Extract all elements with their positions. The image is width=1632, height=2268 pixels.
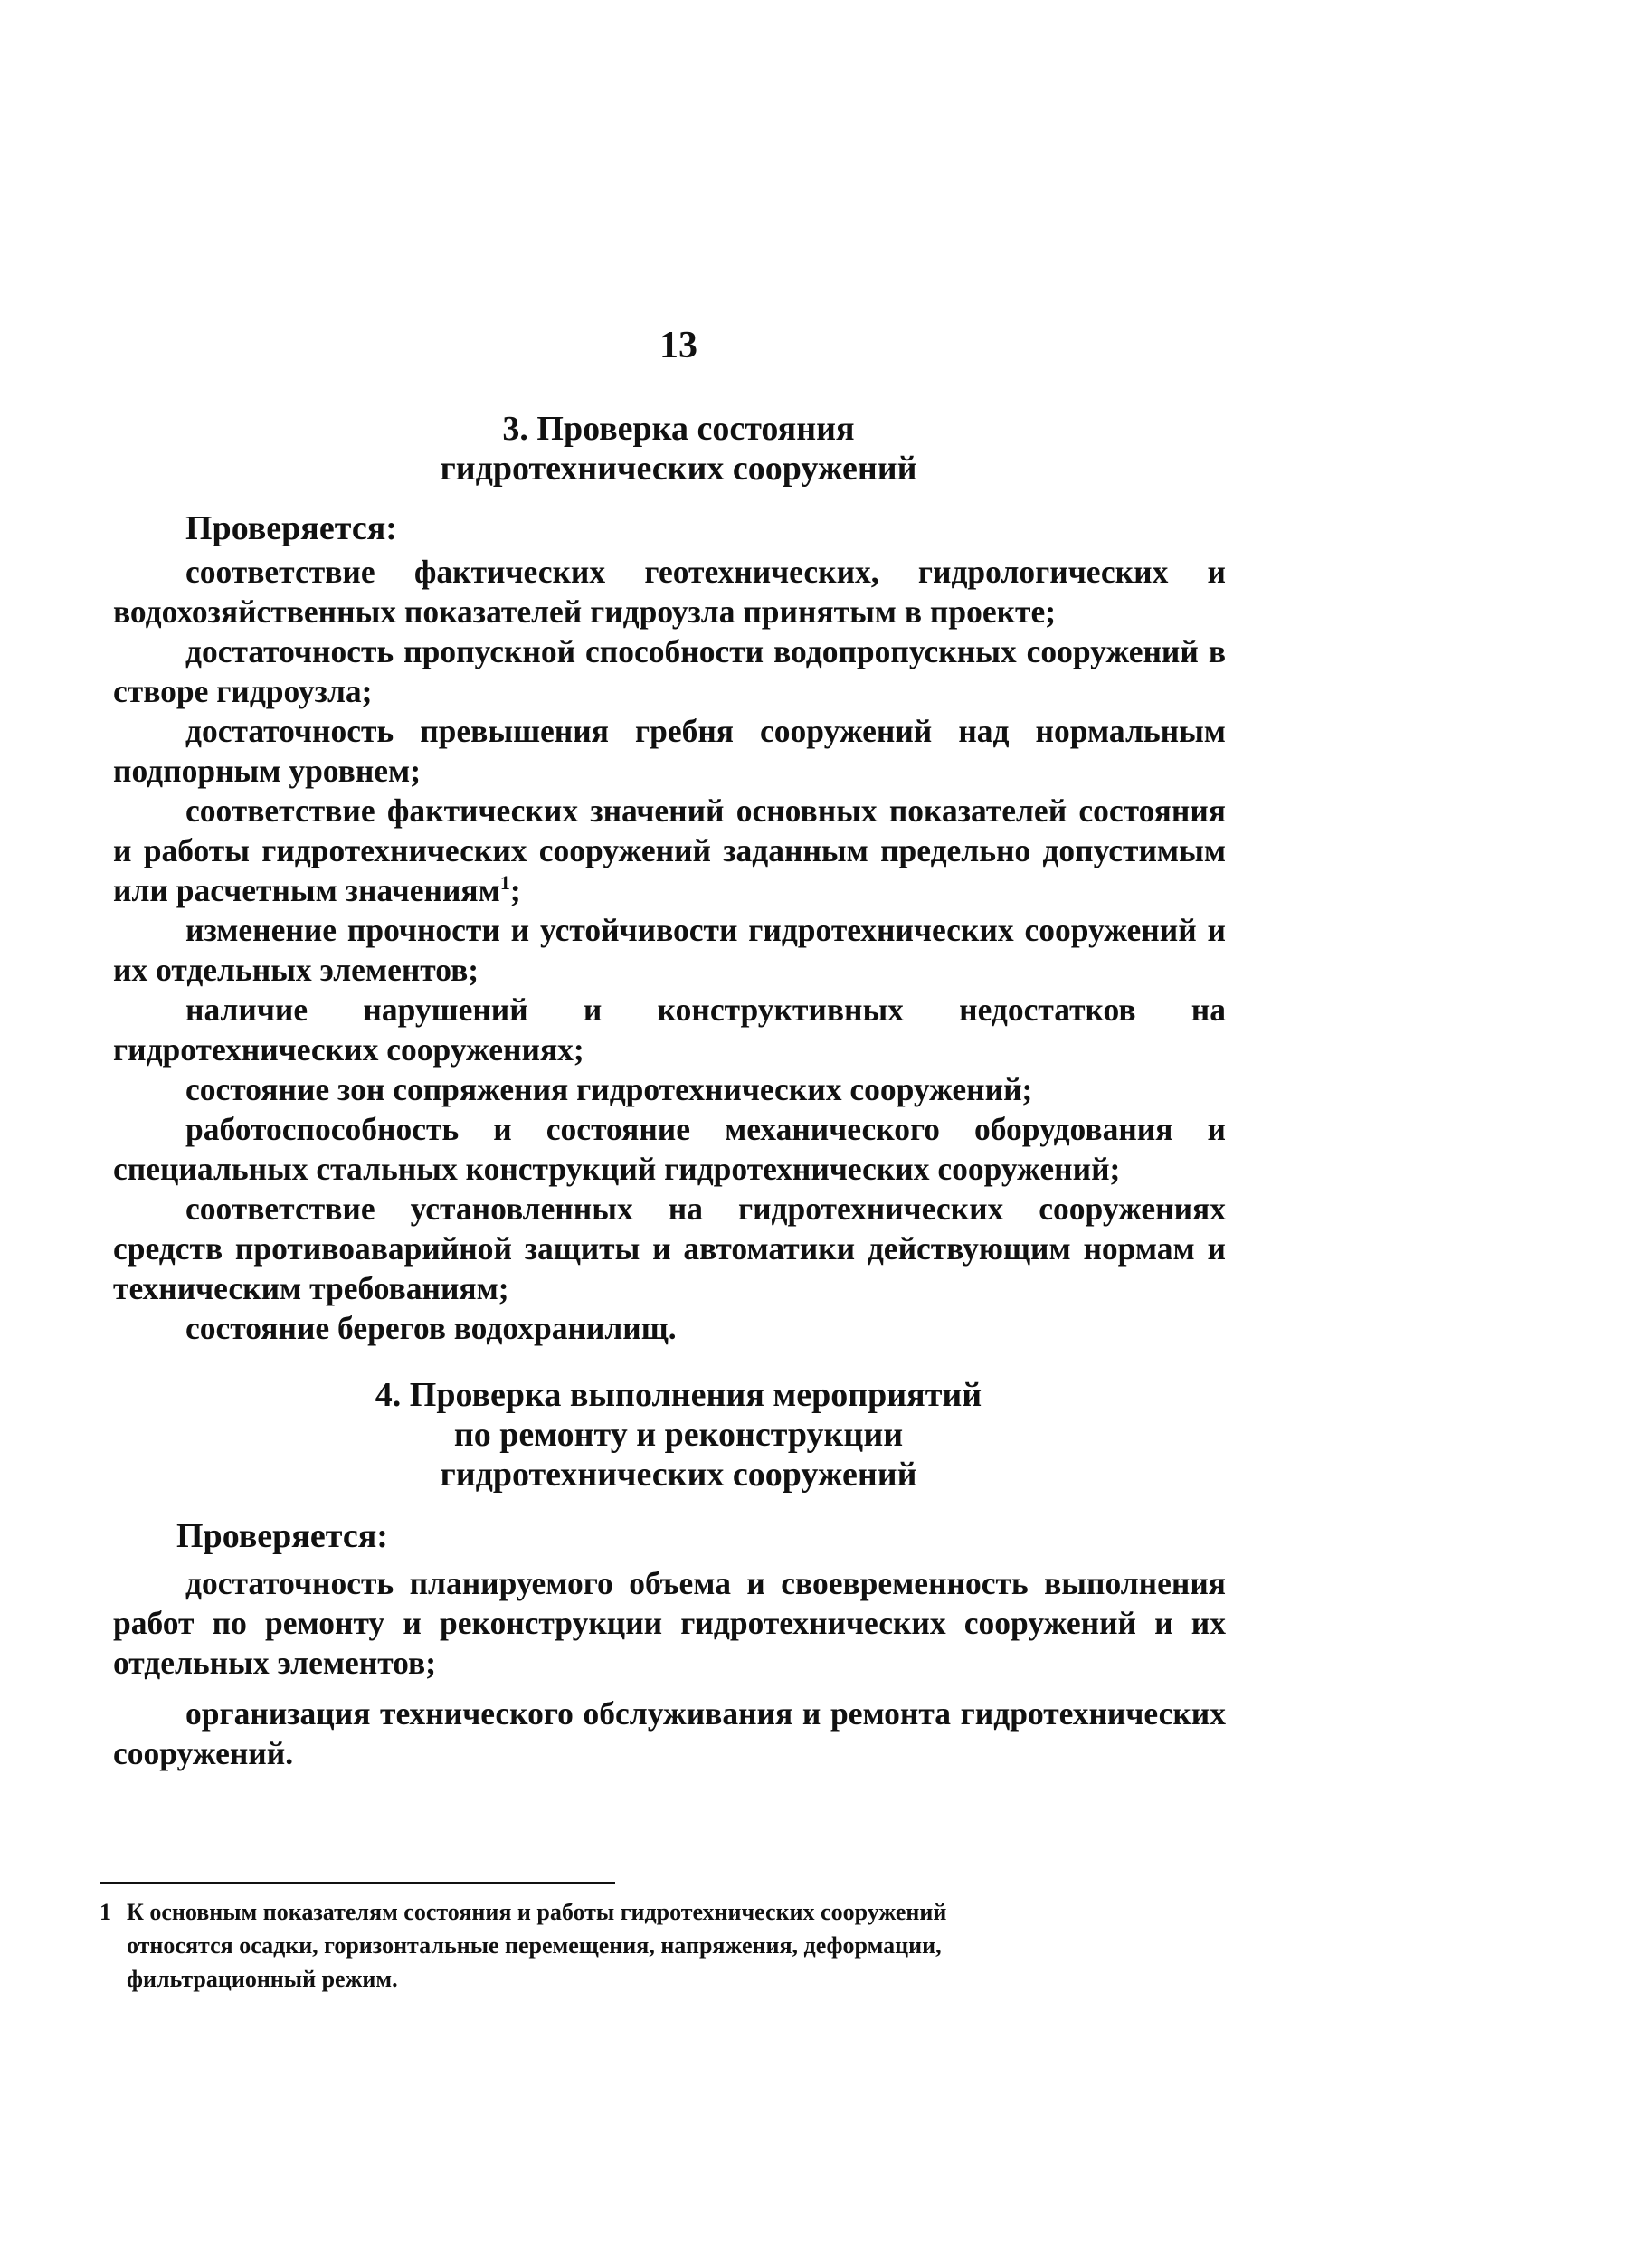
section-3-item-10: состояние берегов водохранилищ. (185, 1310, 677, 1346)
footnote-reference: 1 (499, 871, 510, 895)
section-3-item-7: состояние зон сопряжения гидротехнических сооружений; (185, 1071, 1033, 1107)
footnote-mark: 1 (100, 1899, 111, 1925)
section-3-item-4 (113, 791, 1226, 910)
footnote (100, 1895, 1221, 1996)
section-3-title-line-1: 3. Проверка состояния (502, 410, 855, 448)
section-3-item-8: работоспособность и состояние механического оборудования и специальных стальных конструкций гидротехнических сооружений; (113, 1111, 1226, 1187)
section-4-item-2: организация технического обслуживания и ремонта гидротехнических сооружений. (113, 1695, 1226, 1771)
footnote-line-2: относятся осадки, горизонтальные перемещения, напряжения, деформации, (127, 1932, 942, 1959)
section-3-title (90, 409, 1267, 489)
footnote-divider (100, 1882, 615, 1884)
section-3-lead: Проверяется: (185, 509, 397, 547)
section-3-item-3: достаточность превышения гребня сооружений над нормальным подпорным уровнем; (113, 713, 1226, 789)
section-3-item-5: изменение прочности и устойчивости гидротехнических сооружений и их отдельных элементов; (113, 912, 1226, 988)
section-4-title (90, 1375, 1267, 1495)
section-3-item-4-text: соответствие фактических значений основных показателей состояния и работы гидротехнических сооружений заданным предельно допустимым или расчетным значениям (113, 792, 1226, 908)
section-4-item-1: достаточность планируемого объема и своевременность выполнения работ по ремонту и реконструкции гидротехнических сооружений и их отдельных элементов; (113, 1565, 1226, 1681)
section-3-item-4-suffix: ; (509, 872, 521, 908)
section-3-item-9: соответствие установленных на гидротехнических сооружениях средств противоаварийной защиты и автоматики действующим нормам и техническим требованиям; (113, 1191, 1226, 1306)
section-4-title-line-2: по ремонту и реконструкции (453, 1416, 904, 1454)
section-4-lead: Проверяется: (176, 1517, 388, 1555)
footnote-line-3: фильтрационный режим. (127, 1966, 398, 1992)
section-3-title-line-2: гидротехнических сооружений (440, 450, 917, 488)
section-4-title-line-1: 4. Проверка выполнения мероприятий (375, 1376, 982, 1414)
section-3-item-6: наличие нарушений и конструктивных недостатков на гидротехнических сооружениях; (113, 992, 1226, 1068)
section-4-title-line-3: гидротехнических сооружений (440, 1456, 917, 1494)
page-number: 13 (659, 325, 697, 366)
footnote-line-1: К основным показателям состояния и работы гидротехнических сооружений (127, 1899, 947, 1925)
section-3-item-2: достаточность пропускной способности водопропускных сооружений в створе гидроузла; (113, 633, 1226, 709)
section-3-item-1: соответствие фактических геотехнических, гидрологических и водохозяйственных показателей гидроузла принятым в проекте; (113, 554, 1226, 630)
